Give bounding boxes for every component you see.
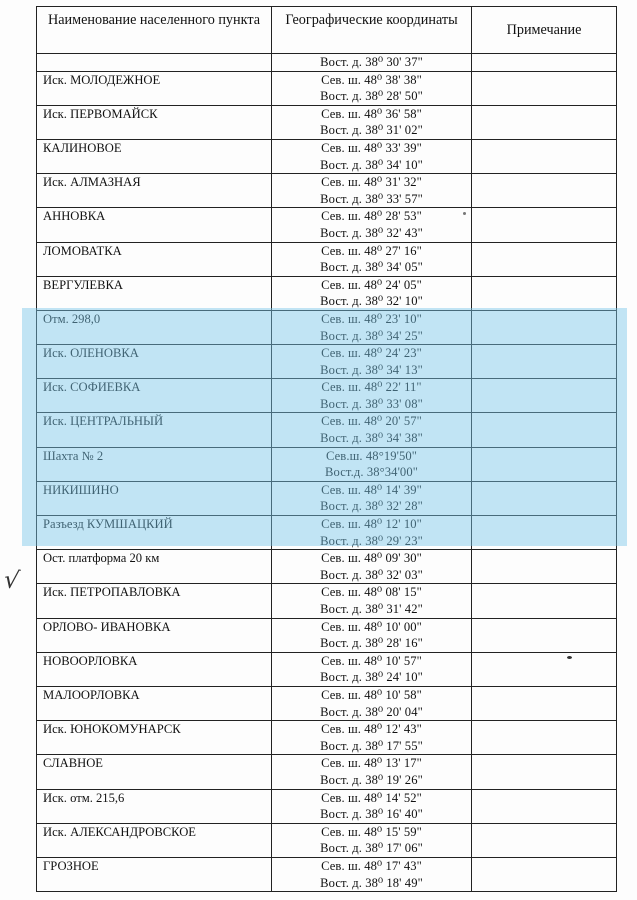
latitude: Сев. ш. 48⁰ 15' 59" <box>321 824 422 839</box>
coordinates-cell <box>272 105 472 139</box>
note-cell <box>472 276 617 310</box>
latitude: Сев. ш. 48⁰ 14' 39" <box>321 482 422 497</box>
coordinates-cell <box>272 379 472 413</box>
latitude: Сев. ш. 48⁰ 08' 15" <box>321 585 422 600</box>
longitude: Вост. д. 38⁰ 34' 38" <box>320 431 423 446</box>
coordinates-cell <box>272 618 472 652</box>
latitude: Сев. ш. 48⁰ 10' 57" <box>321 653 422 668</box>
longitude: Вост. д. 38⁰ 34' 10" <box>320 157 423 172</box>
note-cell <box>472 550 617 584</box>
longitude: Вост.д. 38°34'00" <box>325 465 418 480</box>
note-cell <box>472 379 617 413</box>
place-name: КАЛИНОВОЕ <box>37 139 272 173</box>
table-row <box>37 413 617 447</box>
latitude: Сев. ш. 48⁰ 12' 10" <box>321 517 422 532</box>
place-name <box>37 54 272 72</box>
coordinates-table <box>36 6 617 892</box>
place-name: Иск. отм. 215,6 <box>37 789 272 823</box>
coordinates-cell <box>272 721 472 755</box>
note-cell <box>472 686 617 720</box>
coordinates-cell <box>272 516 472 550</box>
coordinates-cell <box>272 550 472 584</box>
place-name: ВЕРГУЛЕВКА <box>37 276 272 310</box>
longitude: Вост. д. 38⁰ 18' 49" <box>320 875 423 890</box>
longitude: Вост. д. 38⁰ 32' 28" <box>320 499 423 514</box>
place-name: Иск. ЮНОКОМУНАРСК <box>37 721 272 755</box>
coordinates-cell <box>272 584 472 618</box>
table-row <box>37 105 617 139</box>
table-row <box>37 550 617 584</box>
note-cell <box>472 823 617 857</box>
place-name: Иск. ПЕРВОМАЙСК <box>37 105 272 139</box>
longitude: Вост. д. 38⁰ 31' 42" <box>320 602 423 616</box>
longitude: Вост. д. 38⁰ 29' 23" <box>320 533 423 548</box>
longitude: Вост. д. 38⁰ 33' 57" <box>320 191 423 206</box>
place-name: ГРОЗНОЕ <box>37 857 272 891</box>
longitude: Вост. д. 38⁰ 20' 04" <box>320 704 423 719</box>
place-name: Иск. ЦЕНТРАЛЬНЫЙ <box>37 413 272 447</box>
note-cell <box>472 755 617 789</box>
ink-speck <box>463 212 466 215</box>
place-name: МАЛООРЛОВКА <box>37 686 272 720</box>
coordinates-cell <box>272 208 472 242</box>
table-row <box>37 652 617 686</box>
place-name: НИКИШИНО <box>37 481 272 515</box>
place-name: Отм. 298,0 <box>37 310 272 344</box>
latitude: Сев. ш. 48⁰ 09' 30" <box>321 551 422 566</box>
coordinates-cell <box>272 139 472 173</box>
header-coordinates: Географические координаты <box>272 7 472 54</box>
coordinates-cell <box>272 276 472 310</box>
longitude: Вост. д. 38⁰ 34' 05" <box>320 260 423 275</box>
table-row <box>37 71 617 105</box>
coordinates-cell <box>272 447 472 481</box>
coordinates-cell <box>272 481 472 515</box>
table-row <box>37 481 617 515</box>
place-name: Ост. платформа 20 км <box>37 550 272 584</box>
table-row <box>37 276 617 310</box>
place-name: Иск. СОФИЕВКА <box>37 379 272 413</box>
longitude: Вост. д. 38⁰ 32' 43" <box>320 225 423 240</box>
coordinates-cell <box>272 823 472 857</box>
place-name: НОВООРЛОВКА <box>37 652 272 686</box>
place-name: Иск. ОЛЕНОВКА <box>37 345 272 379</box>
coordinates-cell <box>272 345 472 379</box>
place-name: ЛОМОВАТКА <box>37 242 272 276</box>
latitude: Сев. ш. 48⁰ 13' 17" <box>321 756 422 771</box>
latitude: Сев. ш. 48⁰ 12' 43" <box>321 722 422 737</box>
latitude: Сев. ш. 48⁰ 24' 05" <box>321 277 422 292</box>
coordinates-cell <box>272 789 472 823</box>
note-cell <box>472 105 617 139</box>
latitude: Сев. ш. 48⁰ 31' 32" <box>321 175 422 190</box>
place-name: СЛАВНОЕ <box>37 755 272 789</box>
latitude: Сев. ш. 48⁰ 24' 23" <box>321 346 422 361</box>
table-row <box>37 379 617 413</box>
table-row <box>37 139 617 173</box>
longitude: Вост. д. 38⁰ 28' 16" <box>320 636 423 651</box>
coordinates-cell <box>272 755 472 789</box>
header-note: Примечание <box>472 7 617 54</box>
coordinates-cell <box>272 71 472 105</box>
note-cell <box>472 242 617 276</box>
place-name: Разъезд КУМШАЦКИЙ <box>37 516 272 550</box>
latitude: Сев. ш. 48⁰ 20' 57" <box>321 414 422 429</box>
longitude: Вост. д. 38⁰ 34' 13" <box>320 362 423 377</box>
table-row-continued <box>37 54 617 72</box>
note-cell <box>472 652 617 686</box>
latitude: Сев. ш. 48⁰ 10' 58" <box>321 687 422 702</box>
table-row <box>37 584 617 618</box>
check-mark: √ <box>2 565 22 595</box>
note-cell <box>472 481 617 515</box>
note-cell <box>472 721 617 755</box>
longitude: Вост. д. 38⁰ 32' 03" <box>320 567 423 582</box>
latitude: Сев. ш. 48⁰ 38' 38" <box>321 72 422 87</box>
coordinates-cell <box>272 54 472 72</box>
coordinates-cell <box>272 652 472 686</box>
header-name: Наименование населенного пункта <box>37 7 272 54</box>
note-cell <box>472 857 617 891</box>
table-body <box>37 54 617 892</box>
note-cell <box>472 310 617 344</box>
coordinates-cell <box>272 686 472 720</box>
note-cell <box>472 174 617 208</box>
latitude: Сев. ш. 48⁰ 17' 43" <box>321 858 422 873</box>
note-cell <box>472 584 617 618</box>
latitude: Сев. ш. 48⁰ 10' 00" <box>321 619 422 634</box>
table-header <box>37 7 617 54</box>
place-name: Шахта № 2 <box>37 447 272 481</box>
longitude: Вост. д. 38⁰ 28' 50" <box>320 89 423 104</box>
latitude: Сев. ш. 48⁰ 22' 11" <box>321 380 422 395</box>
note-cell <box>472 54 617 72</box>
longitude: Вост. д. 38⁰ 32' 10" <box>320 294 423 309</box>
place-name: Иск. АЛМАЗНАЯ <box>37 174 272 208</box>
table-row <box>37 789 617 823</box>
note-cell <box>472 345 617 379</box>
note-cell <box>472 618 617 652</box>
latitude: Сев. ш. 48⁰ 14' 52" <box>321 790 422 805</box>
table-row <box>37 618 617 652</box>
table-row <box>37 823 617 857</box>
latitude: Сев. ш. 48⁰ 27' 16" <box>321 243 422 258</box>
latitude: Сев.ш. 48°19'50" <box>325 448 418 463</box>
table-row <box>37 686 617 720</box>
coordinates-cell <box>272 242 472 276</box>
table-row <box>37 721 617 755</box>
table-row <box>37 516 617 550</box>
latitude: Сев. ш. 48⁰ 28' 53" <box>321 209 422 224</box>
coordinates-cell <box>272 310 472 344</box>
longitude: Вост. д. 38⁰ 19' 26" <box>320 772 423 787</box>
place-name: Иск. МОЛОДЕЖНОЕ <box>37 71 272 105</box>
place-name: Иск. АЛЕКСАНДРОВСКОЕ <box>37 823 272 857</box>
coordinates-cell <box>272 413 472 447</box>
place-name: ОРЛОВО- ИВАНОВКА <box>37 618 272 652</box>
coordinates-cell <box>272 857 472 891</box>
longitude: Вост. д. 38⁰ 16' 40" <box>320 807 423 822</box>
table-row <box>37 208 617 242</box>
table-row <box>37 447 617 481</box>
table-row <box>37 310 617 344</box>
table-row <box>37 242 617 276</box>
longitude: Вост. д. 38⁰ 17' 06" <box>320 841 423 856</box>
table-row <box>37 345 617 379</box>
note-cell <box>472 516 617 550</box>
note-cell <box>472 413 617 447</box>
latitude: Сев. ш. 48⁰ 23' 10" <box>321 311 422 326</box>
table-row <box>37 755 617 789</box>
longitude: Вост. д. 38⁰ 33' 08" <box>320 396 423 411</box>
ink-speck <box>567 656 572 659</box>
note-cell <box>472 208 617 242</box>
longitude: Вост. д. 38⁰ 24' 10" <box>320 670 423 685</box>
longitude: Вост. д. 38⁰ 34' 25" <box>320 328 423 343</box>
latitude: Сев. ш. 48⁰ 36' 58" <box>321 106 422 121</box>
note-cell <box>472 789 617 823</box>
longitude: Вост. д. 38⁰ 31' 02" <box>320 123 423 138</box>
latitude: Сев. ш. 48⁰ 33' 39" <box>321 140 422 155</box>
note-cell <box>472 71 617 105</box>
coordinates-cell <box>272 174 472 208</box>
table-row <box>37 174 617 208</box>
note-cell <box>472 447 617 481</box>
longitude: Вост. д. 38⁰ 30' 37" <box>320 55 423 69</box>
place-name: Иск. ПЕТРОПАВЛОВКА <box>37 584 272 618</box>
table-row <box>37 857 617 891</box>
note-cell <box>472 139 617 173</box>
longitude: Вост. д. 38⁰ 17' 55" <box>320 738 423 753</box>
place-name: АННОВКА <box>37 208 272 242</box>
